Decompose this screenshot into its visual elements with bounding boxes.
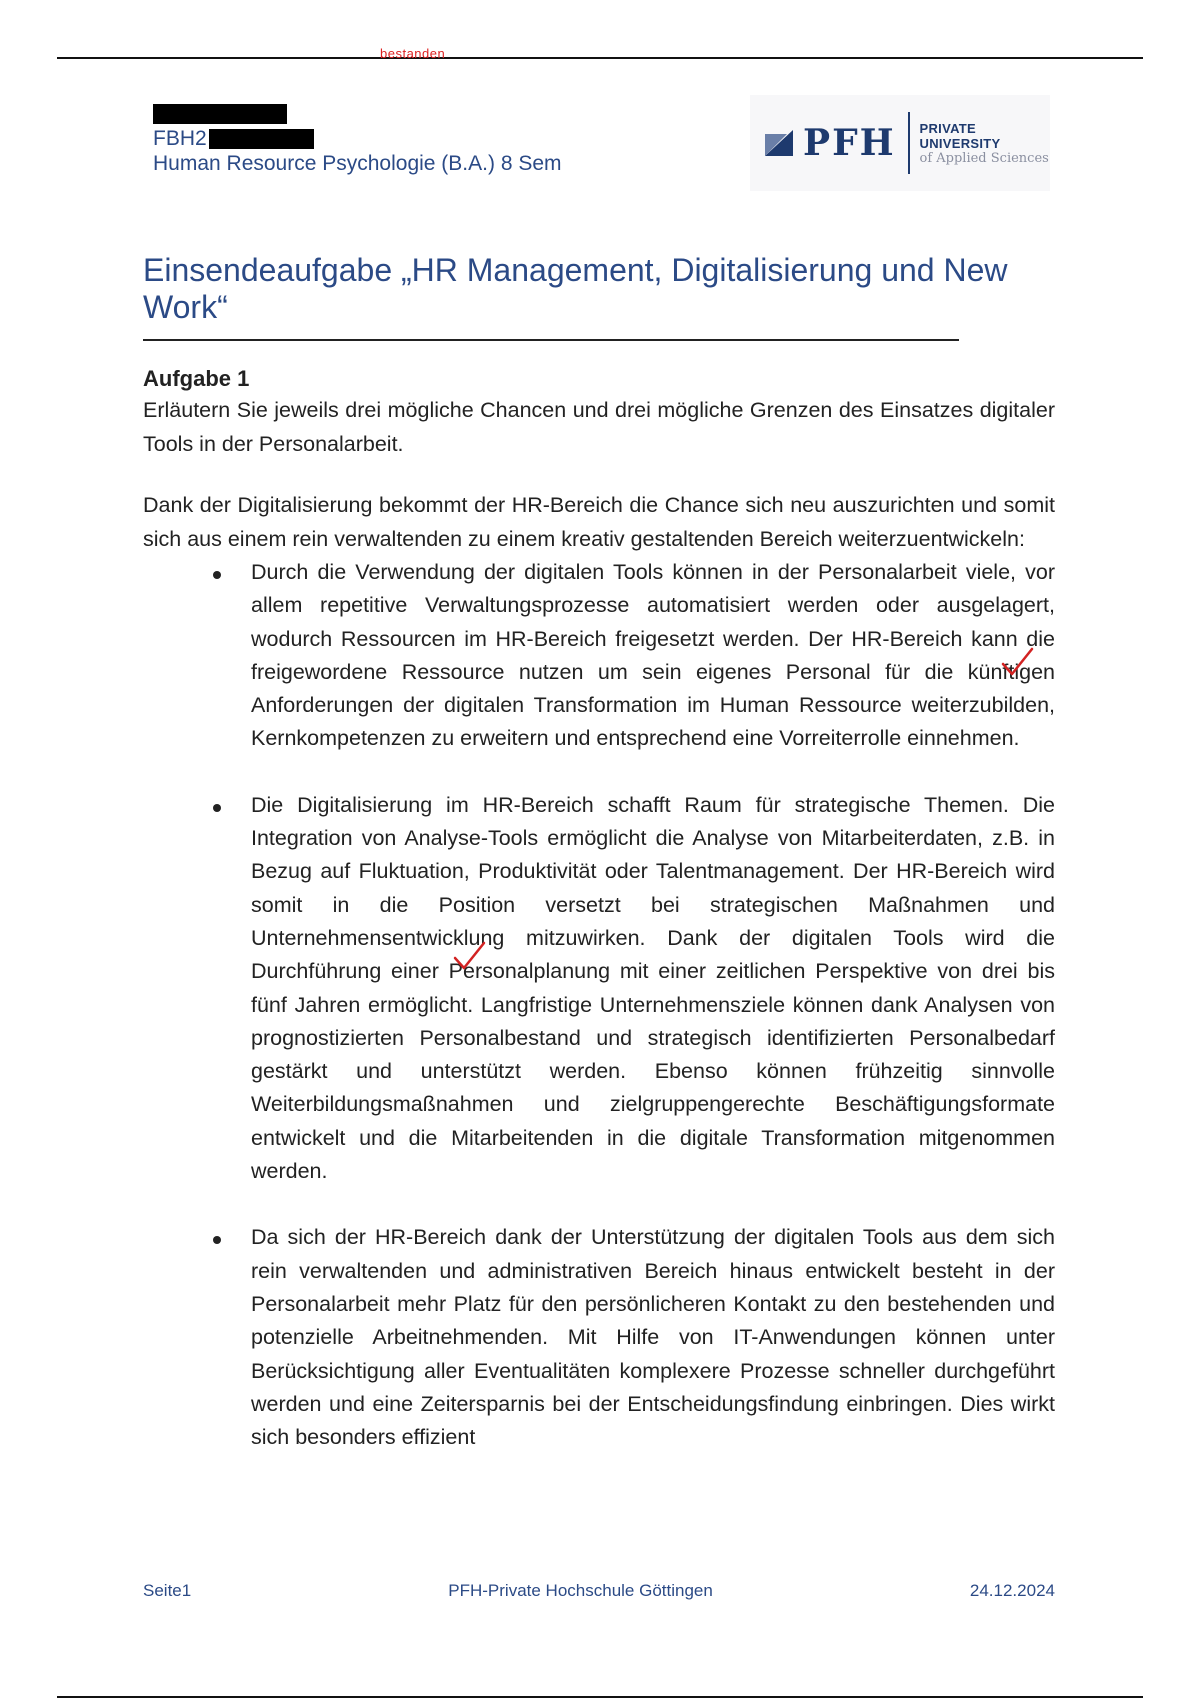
bullet-icon [213, 804, 221, 812]
list-item [143, 556, 1055, 756]
logo-divider [908, 112, 910, 174]
list-item [143, 789, 1055, 1189]
answer-points [143, 556, 1055, 1454]
bottom-rule [57, 1696, 1143, 1698]
task-heading: Aufgabe 1 [143, 366, 250, 391]
program-name: Human Resource Psychologie (B.A.) 8 Sem [153, 152, 562, 175]
footer-institution: PFH-Private Hochschule Göttingen [448, 1581, 713, 1600]
list-item-text: Die Digitalisierung im HR-Bereich schafft Raum für strategische Themen. Die Integration von Analyse-Tools ermöglicht die Analyse von Mitarbeiterdaten, z.B. in Bezug auf Fluktuation, Produktivität oder Talentmanagement. Der HR-Bereich wird somit in die Position versetzt bei strategischen Maßnahmen und Unternehmensentwicklung mitzuwirken. Dank der digitalen Tools wird die Durchführung einer Personalplanung mit einer zeitlichen Perspektive von drei bis fünf Jahren ermöglicht. Langfristige Unternehmensziele können dank Analysen von prognostizierten Personalbestand und strategisch identifizierten Personalbedarf gestärkt und unterstützt werden. Ebenso können frühzeitig sinnvolle Weiterbildungsmaßnahmen und zielgruppengerechte Beschäftigungsformate entwickelt und die Mitarbeitenden in die digitale Transformation mitgenommen werden. [251, 792, 1055, 1184]
logo-subtitle-line2: of Applied Sciences [919, 150, 1049, 166]
logo-subtitle-line1: PRIVATE UNIVERSITY [919, 120, 1001, 151]
page-number: Seite1 [143, 1581, 192, 1600]
course-code: FBH2 [153, 127, 207, 150]
page-footer [143, 1581, 1055, 1601]
footer-date: 24.12.2024 [969, 1581, 1055, 1600]
task-content [143, 364, 1055, 1454]
student-name-line [153, 101, 562, 126]
checkmark-icon [1000, 646, 1034, 680]
answer-intro: Dank der Digitalisierung bekommt der HR-Bereich die Chance sich neu auszurichten und somit sich aus einem rein verwaltenden zu einem kreativ gestaltenden Bereich weiterzuentwickeln: [143, 493, 1055, 551]
review-stamp: bestanden [380, 46, 446, 61]
logo-mark-icon [765, 130, 793, 156]
course-code-line [153, 126, 562, 151]
bullet-icon [213, 571, 221, 579]
list-item [143, 1221, 1055, 1454]
bullet-icon [213, 1236, 221, 1244]
task-question: Erläutern Sie jeweils drei mögliche Chancen und drei mögliche Grenzen des Einsatzes digitaler Tools in der Personalarbeit. [143, 398, 1055, 456]
logo-subtitle [920, 121, 1051, 166]
redacted-id [209, 129, 314, 149]
logo-wordmark: PFH [803, 122, 896, 164]
list-item-text: Durch die Verwendung der digitalen Tools können in der Personalarbeit viele, vor allem repetitive Verwaltungsprozesse automatisiert werden oder ausgelagert, wodurch Ressourcen im HR-Bereich freigesetzt werden. Der HR-Bereich kann die freigewordene Ressource nutzen um sein eigenes Personal für die künftigen Anforderungen der digitalen Transformation im Human Ressource weiterzubilden, Kernkompetenzen zu erweitern und entsprechend eine Vorreiterrolle einnehmen. [251, 560, 1055, 751]
student-header [153, 101, 562, 176]
pfh-logo [750, 95, 1050, 191]
document-title: Einsendeaufgabe „HR Management, Digitalisierung und New Work“ [143, 252, 1008, 325]
redacted-name [153, 104, 287, 124]
checkmark-icon [452, 940, 486, 974]
top-rule [57, 57, 1143, 59]
title-rule [143, 339, 959, 341]
list-item-text: Da sich der HR-Bereich dank der Unterstützung der digitalen Tools aus dem sich rein verwaltenden und administrativen Bereich hinaus entwickelt besteht in der Personalarbeit mehr Platz für den persönlicheren Kontakt zu den bestehenden und potenzielle Arbeitnehmenden. Mit Hilfe von IT-Anwendungen können unter Berücksichtigung aller Eventualitäten komplexere Prozesse schneller durchgeführt werden und eine Zeitersparnis bei der Entscheidungsfindung einbringen. Dies wirkt sich besonders effizient [251, 1225, 1055, 1450]
